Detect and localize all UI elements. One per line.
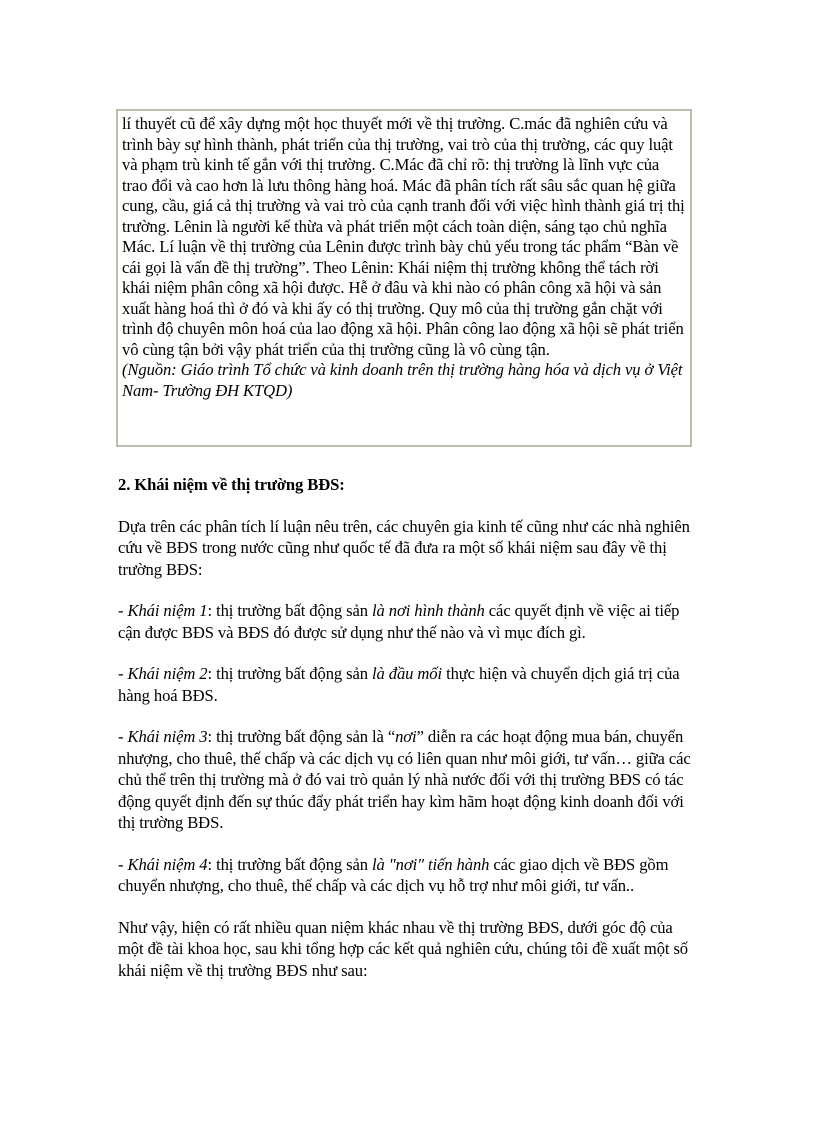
concept-1-prefix: - (118, 601, 128, 620)
concept-4-label: Khái niệm 4 (127, 854, 208, 874)
concept-2-post: thực hiện và chuyển dịch giá trị của hàng hoá BĐS. (118, 664, 680, 705)
concept-1-pre: : thị trường bất động sản (207, 601, 373, 620)
concept-2-paragraph (118, 663, 698, 706)
concept-1-label: Khái niệm 1 (127, 601, 208, 620)
concept-4-post: các giao dịch về BĐS gồm chuyển nhượng, cho thuê, thế chấp và các dịch vụ hỗ trợ như môi giới, tư vấn.. (118, 854, 669, 895)
intro-paragraph: Dựa trên các phân tích lí luận nêu trên, các chuyên gia kinh tế cũng như các nhà nghiên cứu về BĐS trong nước cũng như quốc tế đã đưa ra một số khái niệm sau đây về thị trường BĐS: (118, 516, 690, 579)
concept-3-pre: : thị trường bất động sản là “ (207, 727, 396, 746)
concept-4-prefix: - (118, 854, 128, 874)
concept-1-paragraph (118, 600, 698, 643)
concept-4-paragraph (118, 854, 698, 897)
section-content (118, 474, 698, 1001)
concept-4-emphasis: là "nơi" tiến hành (372, 854, 490, 874)
concept-3-label: Khái niệm 3 (127, 727, 208, 746)
concept-1-emphasis: là nơi hình thành (372, 601, 485, 620)
concept-3-emphasis: nơi (395, 727, 417, 746)
concept-2-prefix: - (118, 664, 128, 683)
concept-3-paragraph (118, 726, 698, 834)
quote-body-text: lí thuyết cũ để xây dựng một học thuyết mới về thị trường. C.mác đã nghiên cứu và trình bày sự hình thành, phát triển của thị trường, vai trò của thị trường, các quy luật và phạm trù kinh tế gắn với thị trường. C.Mác đã chỉ rõ: thị trường là lĩnh vực của trao đổi và cao hơn là lưu thông hàng hoá. Mác đã phân tích rất sâu sắc quan hệ giữa cung, cầu, giá cả thị trường và vai trò của cạnh tranh đối với việc hình thành giá trị thị trường. Lênin là người kế thừa và phát triển một cách toàn diện, sáng tạo chủ nghĩa Mác. Lí luận về thị trường của Lênin được trình bày chủ yếu trong tác phẩm “Bàn về cái gọi là vấn đề thị trường”. Theo Lênin: Khái niệm thị trường không thể tách rời khái niệm phân công xã hội được. Hễ ở đâu và khi nào có phân công xã hội và sản xuất hàng hoá thì ở đó và khi ấy có thị trường. Quy mô của thị trường gắn chặt với trình độ chuyên môn hoá của lao động xã hội. Phân công lao động xã hội sẽ phát triển vô cùng tận bởi vậy phát triển của thị trường cũng là vô cùng tận. (122, 114, 685, 359)
concept-4-pre: : thị trường bất động sản (207, 854, 373, 874)
concept-2-label: Khái niệm 2 (127, 664, 208, 683)
concept-3-prefix: - (118, 727, 128, 746)
concept-2-pre: : thị trường bất động sản (207, 664, 373, 683)
quote-source-citation: (Nguồn: Giáo trình Tổ chức và kinh doanh trên thị trường hàng hóa và dịch vụ ở Việt Nam- Trường ĐH KTQD) (122, 360, 683, 400)
quote-box (116, 109, 692, 447)
concept-2-emphasis: là đầu mối (372, 664, 443, 683)
conclusion-paragraph: Như vậy, hiện có rất nhiều quan niệm khác nhau về thị trường BĐS, dưới góc độ của một đề tài khoa học, sau khi tổng hợp các kết quả nghiên cứu, chúng tôi đề xuất một số khái niệm về thị trường BĐS như sau: (118, 917, 689, 980)
concept-3-post: ” diễn ra các hoạt động mua bán, chuyển nhượng, cho thuê, thế chấp và các dịch vụ có liên quan như môi giới, tư vấn… giữa các chủ thể trên thị trường mà ở đó vai trò quản lý nhà nước đối với thị trường BĐS có tác động quyết định đến sự thúc đẩy phát triển hay kìm hãm hoạt động kinh doanh đối với thị trường BĐS. (118, 727, 691, 832)
concept-1-post: các quyết định về việc ai tiếp cận được BĐS và BĐS đó được sử dụng như thế nào và vì mục đích gì. (118, 601, 680, 642)
section-heading: 2. Khái niệm về thị trường BĐS: (118, 475, 345, 494)
